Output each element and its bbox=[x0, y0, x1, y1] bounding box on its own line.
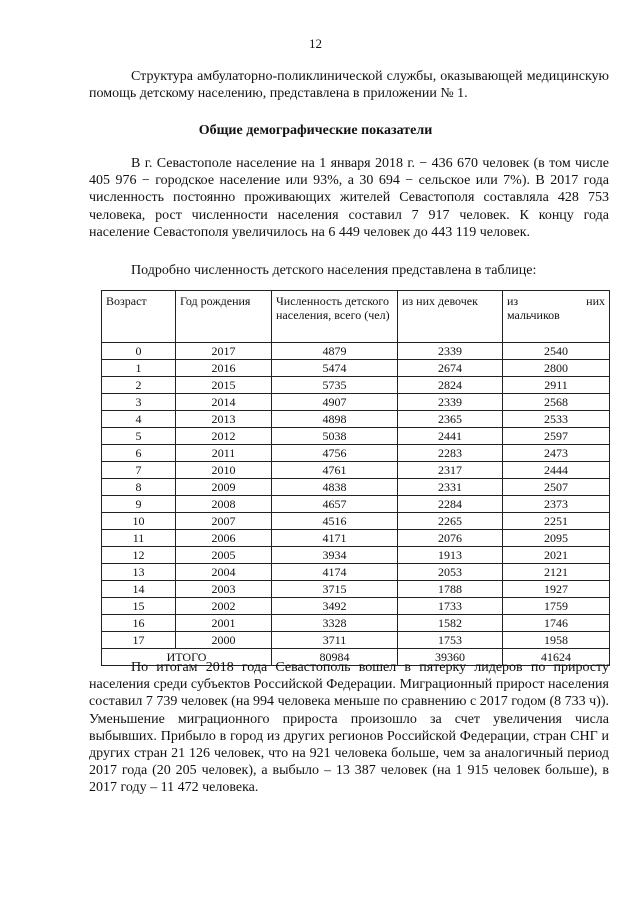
cell-boys: 1958 bbox=[503, 632, 610, 649]
table-row bbox=[102, 547, 610, 564]
cell-age: 17 bbox=[102, 632, 176, 649]
table-row bbox=[102, 632, 610, 649]
cell-total: 4838 bbox=[272, 479, 398, 496]
cell-age: 5 bbox=[102, 428, 176, 445]
cell-girls: 2441 bbox=[398, 428, 503, 445]
cell-birth-year: 2002 bbox=[176, 598, 272, 615]
cell-birth-year: 2000 bbox=[176, 632, 272, 649]
cell-age: 16 bbox=[102, 615, 176, 632]
cell-total: 4657 bbox=[272, 496, 398, 513]
cell-total: 4516 bbox=[272, 513, 398, 530]
header-boys-part-2: них bbox=[586, 294, 605, 308]
population-paragraph: В г. Севастополе население на 1 января 2018 г. − 436 670 человек (в том числе 405 976 − городское население или 93%, а 30 694 − сельское или 7%). В 2017 года численность постоянно проживающих жителей Севастополя составляла 428 753 человека, рост численности населения составил 7 917 человек. К концу года население Севастополя увеличилось на 6 449 человек до 443 119 человек. bbox=[89, 156, 609, 240]
cell-boys: 2373 bbox=[503, 496, 610, 513]
cell-boys: 2597 bbox=[503, 428, 610, 445]
cell-girls: 1582 bbox=[398, 615, 503, 632]
table-row bbox=[102, 615, 610, 632]
cell-boys: 2507 bbox=[503, 479, 610, 496]
table-row bbox=[102, 377, 610, 394]
cell-total: 3328 bbox=[272, 615, 398, 632]
header-boys bbox=[503, 291, 610, 343]
cell-boys: 1746 bbox=[503, 615, 610, 632]
table-row bbox=[102, 479, 610, 496]
cell-boys: 2473 bbox=[503, 445, 610, 462]
cell-birth-year: 2004 bbox=[176, 564, 272, 581]
cell-boys: 2533 bbox=[503, 411, 610, 428]
cell-boys: 2095 bbox=[503, 530, 610, 547]
table-row bbox=[102, 394, 610, 411]
cell-girls: 2365 bbox=[398, 411, 503, 428]
cell-age: 8 bbox=[102, 479, 176, 496]
cell-age: 6 bbox=[102, 445, 176, 462]
cell-boys: 1759 bbox=[503, 598, 610, 615]
header-age: Возраст bbox=[102, 291, 176, 343]
header-boys-part-1: из bbox=[507, 294, 519, 308]
cell-age: 1 bbox=[102, 360, 176, 377]
table-row bbox=[102, 513, 610, 530]
cell-total: 4756 bbox=[272, 445, 398, 462]
cell-birth-year: 2013 bbox=[176, 411, 272, 428]
cell-total: 5038 bbox=[272, 428, 398, 445]
cell-girls: 2331 bbox=[398, 479, 503, 496]
cell-boys: 2444 bbox=[503, 462, 610, 479]
table-row bbox=[102, 496, 610, 513]
cell-birth-year: 2008 bbox=[176, 496, 272, 513]
cell-boys: 1927 bbox=[503, 581, 610, 598]
table-row bbox=[102, 360, 610, 377]
cell-boys: 2800 bbox=[503, 360, 610, 377]
cell-girls: 2824 bbox=[398, 377, 503, 394]
table-row bbox=[102, 411, 610, 428]
cell-age: 9 bbox=[102, 496, 176, 513]
cell-birth-year: 2010 bbox=[176, 462, 272, 479]
table-row bbox=[102, 428, 610, 445]
header-birth-year: Год рождения bbox=[176, 291, 272, 343]
page-number: 12 bbox=[309, 36, 322, 51]
table-row bbox=[102, 462, 610, 479]
cell-age: 13 bbox=[102, 564, 176, 581]
cell-boys: 2021 bbox=[503, 547, 610, 564]
cell-age: 7 bbox=[102, 462, 176, 479]
cell-total: 4761 bbox=[272, 462, 398, 479]
cell-birth-year: 2016 bbox=[176, 360, 272, 377]
table-row bbox=[102, 564, 610, 581]
cell-girls: 2284 bbox=[398, 496, 503, 513]
cell-birth-year: 2014 bbox=[176, 394, 272, 411]
cell-total: 5735 bbox=[272, 377, 398, 394]
table-row bbox=[102, 530, 610, 547]
cell-age: 15 bbox=[102, 598, 176, 615]
cell-girls: 2317 bbox=[398, 462, 503, 479]
table-row bbox=[102, 598, 610, 615]
cell-boys: 2540 bbox=[503, 343, 610, 360]
cell-birth-year: 2007 bbox=[176, 513, 272, 530]
cell-total: 4174 bbox=[272, 564, 398, 581]
total-girls: 39360 bbox=[398, 649, 503, 666]
cell-total: 4171 bbox=[272, 530, 398, 547]
total-boys: 41624 bbox=[503, 649, 610, 666]
cell-girls: 2265 bbox=[398, 513, 503, 530]
cell-birth-year: 2015 bbox=[176, 377, 272, 394]
cell-age: 10 bbox=[102, 513, 176, 530]
cell-age: 0 bbox=[102, 343, 176, 360]
cell-girls: 1788 bbox=[398, 581, 503, 598]
cell-birth-year: 2009 bbox=[176, 479, 272, 496]
table-row bbox=[102, 343, 610, 360]
cell-total: 4907 bbox=[272, 394, 398, 411]
children-population-table bbox=[101, 290, 610, 666]
cell-girls: 2339 bbox=[398, 394, 503, 411]
cell-girls: 2076 bbox=[398, 530, 503, 547]
total-label: ИТОГО bbox=[102, 649, 272, 666]
cell-girls: 1913 bbox=[398, 547, 503, 564]
cell-girls: 1733 bbox=[398, 598, 503, 615]
cell-age: 11 bbox=[102, 530, 176, 547]
header-total: Численность детского населения, всего (чел) bbox=[272, 291, 398, 343]
cell-girls: 1753 bbox=[398, 632, 503, 649]
cell-age: 12 bbox=[102, 547, 176, 564]
cell-boys: 2568 bbox=[503, 394, 610, 411]
cell-total: 3711 bbox=[272, 632, 398, 649]
cell-total: 3715 bbox=[272, 581, 398, 598]
cell-total: 4879 bbox=[272, 343, 398, 360]
migration-paragraph: По итогам 2018 года Севастополь вошел в пятерку лидеров по приросту населения среди субъектов Российской Федерации. Миграционный прирост населения составил 7 739 человек (на 994 человека меньше по сравнению с 2017 годом (8 733 ч)). Уменьшение миграционного прироста произошло за счет увеличения числа выбывших. Прибыло в город из других регионов Российской Федерации, стран СНГ и других стран 21 126 человек, что на 921 человека больше, чем за аналогичный период 2017 года (20 205 человек), а выбыло – 13 387 человек (на 1 915 человек больше), в 2017 году – 11 472 человека. bbox=[89, 660, 609, 796]
cell-girls: 2339 bbox=[398, 343, 503, 360]
intro-paragraph: Структура амбулаторно-поликлинической службы, оказывающей медицинскую помощь детскому населению, представлена в приложении № 1. bbox=[89, 69, 609, 102]
section-title: Общие демографические показатели bbox=[198, 123, 433, 138]
table-row bbox=[102, 445, 610, 462]
total-sum: 80984 bbox=[272, 649, 398, 666]
cell-birth-year: 2006 bbox=[176, 530, 272, 547]
cell-age: 2 bbox=[102, 377, 176, 394]
table-intro: Подробно численность детского населения представлена в таблице: bbox=[131, 263, 537, 278]
cell-boys: 2121 bbox=[503, 564, 610, 581]
cell-total: 5474 bbox=[272, 360, 398, 377]
cell-birth-year: 2005 bbox=[176, 547, 272, 564]
cell-birth-year: 2017 bbox=[176, 343, 272, 360]
cell-boys: 2911 bbox=[503, 377, 610, 394]
cell-age: 3 bbox=[102, 394, 176, 411]
cell-girls: 2283 bbox=[398, 445, 503, 462]
cell-birth-year: 2012 bbox=[176, 428, 272, 445]
header-boys-part-3: мальчиков bbox=[507, 308, 560, 322]
cell-girls: 2053 bbox=[398, 564, 503, 581]
cell-birth-year: 2003 bbox=[176, 581, 272, 598]
cell-total: 4898 bbox=[272, 411, 398, 428]
cell-total: 3492 bbox=[272, 598, 398, 615]
cell-girls: 2674 bbox=[398, 360, 503, 377]
header-girls: из них девочек bbox=[398, 291, 503, 343]
table-row bbox=[102, 581, 610, 598]
cell-total: 3934 bbox=[272, 547, 398, 564]
cell-boys: 2251 bbox=[503, 513, 610, 530]
cell-birth-year: 2001 bbox=[176, 615, 272, 632]
table-body bbox=[102, 343, 610, 666]
table-header-row bbox=[102, 291, 610, 343]
cell-age: 4 bbox=[102, 411, 176, 428]
cell-age: 14 bbox=[102, 581, 176, 598]
cell-birth-year: 2011 bbox=[176, 445, 272, 462]
